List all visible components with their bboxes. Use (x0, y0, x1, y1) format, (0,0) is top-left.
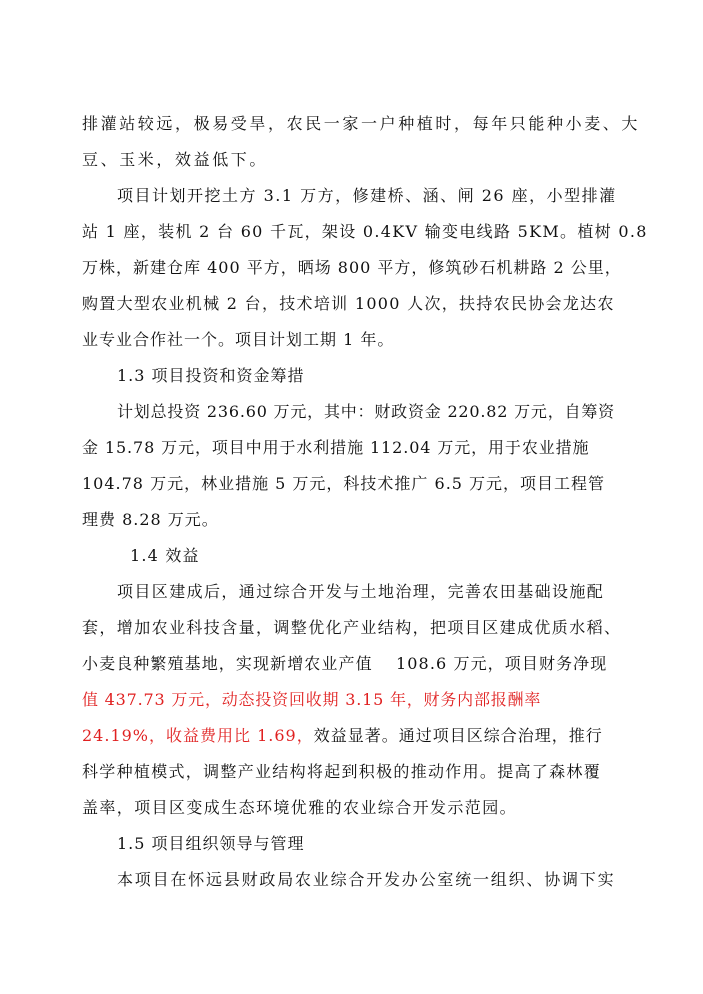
paragraph-line: 项目区建成后，通过综合开发与土地治理，完善农田基础设施配 (117, 582, 605, 601)
highlighted-figures: 24.19%，收益费用比 1.69， (82, 726, 314, 745)
paragraph-line: 理费 8.28 万元。 (82, 510, 219, 529)
paragraph-line: 项目计划开挖土方 3.1 万方，修建桥、涵、闸 26 座，小型排灌 (117, 186, 617, 205)
paragraph-text: 效益显著。通过项目区综合治理，推行 (313, 726, 603, 745)
paragraph-line: 套，增加农业科技含量，调整优化产业结构，把项目区建成优质水稻、 (82, 618, 622, 637)
section-heading: 1.3 项目投资和资金筹措 (117, 366, 305, 385)
section-heading: 1.4 效益 (130, 546, 200, 565)
paragraph-line (82, 726, 603, 746)
paragraph-line: 购置大型农业机械 2 台，技术培训 1000 人次，扶持农民协会龙达农 (82, 294, 615, 313)
section-heading: 1.5 项目组织领导与管理 (117, 834, 305, 853)
paragraph-line: 排灌站较远，极易受旱，农民一家一户种植时，每年只能种小麦、大 (82, 114, 641, 133)
paragraph-line: 计划总投资 236.60 万元，其中：财政资金 220.82 万元，自筹资 (117, 402, 615, 421)
paragraph-line: 本项目在怀远县财政局农业综合开发办公室统一组织、协调下实 (117, 870, 616, 889)
paragraph-line: 104.78 万元，林业措施 5 万元，科技术推广 6.5 万元，项目工程管 (82, 474, 606, 493)
paragraph-line: 小麦良种繁殖基地，实现新增农业产值 108.6 万元，项目财务净现 (82, 654, 608, 673)
paragraph-line: 业专业合作社一个。项目计划工期 1 年。 (82, 330, 395, 349)
paragraph-line: 站 1 座，装机 2 台 60 千瓦，架设 0.4KV 输变电线路 5KM。植树 0.8 (82, 222, 648, 241)
paragraph-line: 金 15.78 万元，项目中用于水利措施 112.04 万元，用于农业措施 (82, 438, 590, 457)
paragraph-line: 科学种植模式，调整产业结构将起到积极的推动作用。提高了森林覆 (82, 762, 602, 781)
paragraph-line: 万株，新建仓库 400 平方，晒场 800 平方，修筑砂石机耕路 2 公里， (82, 258, 622, 277)
paragraph-line: 盖率，项目区变成生态环境优雅的农业综合开发示范园。 (82, 798, 518, 817)
highlighted-figures-line: 值 437.73 万元，动态投资回收期 3.15 年，财务内部报酬率 (82, 690, 542, 709)
paragraph-line: 豆、玉米，效益低下。 (82, 150, 269, 169)
